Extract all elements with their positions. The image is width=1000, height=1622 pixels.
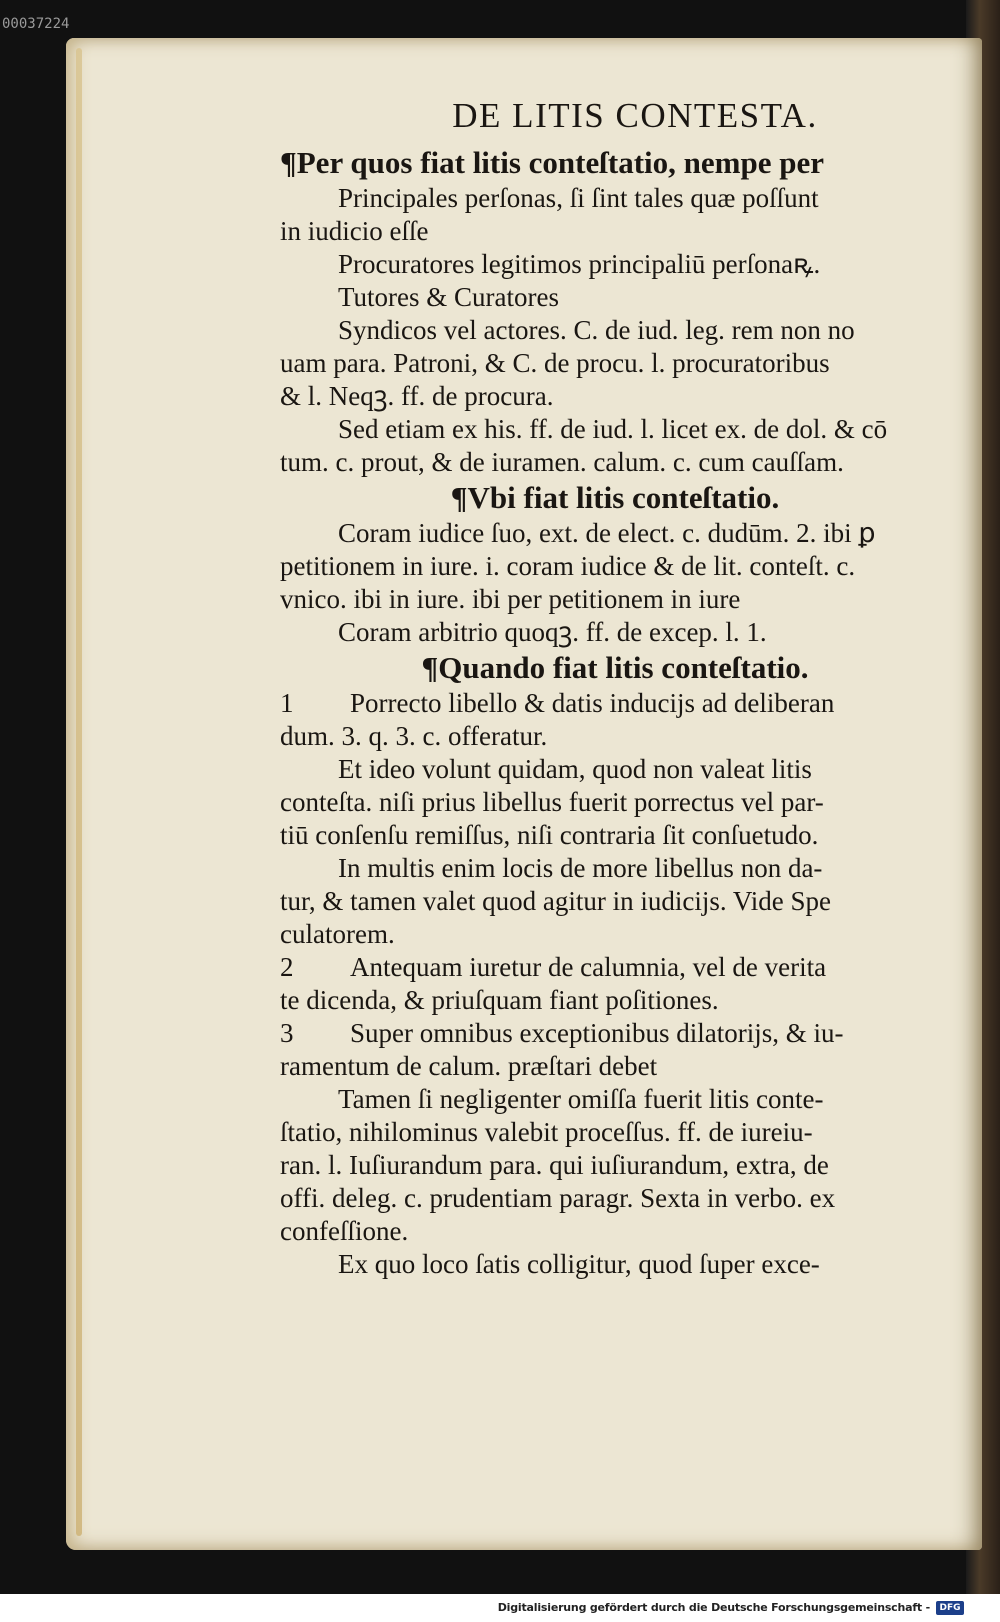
line-text: Coram iudice ſuo, ext. de elect. c. dudūm. 2. ibi ꝑ [338, 518, 876, 548]
line-text: dum. 3. q. 3. c. offeratur. [280, 721, 548, 751]
scan-id: 00037224 [2, 16, 70, 32]
line-text: vnico. ibi in iure. ibi per petitionem in iure [280, 584, 741, 614]
text-line [280, 347, 950, 380]
line-text: In multis enim locis de more libellus non da- [338, 853, 823, 883]
pilcrow-mark: ¶ [280, 145, 297, 180]
text-line [280, 885, 950, 918]
text-line [280, 852, 950, 885]
pilcrow-mark: ¶ [421, 650, 439, 685]
text-line [280, 918, 950, 951]
line-text: Coram arbitrio quoqꝫ. ff. de excep. l. 1. [338, 617, 767, 647]
line-text: Syndicos vel actores. C. de iud. leg. rem non no [338, 315, 855, 345]
text-line [280, 1050, 950, 1083]
text-line [280, 1248, 950, 1281]
line-text: in iudicio eſſe [280, 216, 429, 246]
line-text: confeſſione. [280, 1216, 409, 1246]
text-line [280, 215, 950, 248]
line-text: Et ideo volunt quidam, quod non valeat litis [338, 754, 812, 784]
text-line [280, 446, 950, 479]
line-text: petitionem in iure. i. coram iudice & de lit. conteſt. c. [280, 551, 856, 581]
text-line [280, 984, 950, 1017]
text-line [280, 720, 950, 753]
line-text: Sed etiam ex his. ff. de iud. l. licet ex. de dol. & cō [338, 414, 888, 444]
section-heading [280, 649, 950, 687]
line-text: ramentum de calum. præſtari debet [280, 1051, 658, 1081]
text-line [280, 314, 950, 347]
line-text: ran. l. Iuſiurandum para. qui iuſiurandum, extra, de [280, 1150, 829, 1180]
line-text: Per quos fiat litis conteſtatio, nempe per [296, 145, 824, 180]
text-line [280, 786, 950, 819]
text-line [280, 517, 950, 550]
text-line [280, 550, 950, 583]
line-text: Tutores & Curatores [338, 282, 559, 312]
text-line [280, 1017, 950, 1050]
section-heading [280, 144, 950, 182]
text-line [280, 413, 950, 446]
line-text: Antequam iuretur de calumnia, vel de verita [350, 952, 827, 982]
running-head: DE LITIS CONTESTA. [452, 96, 818, 135]
marginal-number: 3 [280, 1018, 294, 1048]
line-text: Porrecto libello & datis inducijs ad deliberan [350, 688, 835, 718]
text-line [280, 380, 950, 413]
text-line [280, 281, 950, 314]
line-text: offi. deleg. c. prudentiam paragr. Sexta in verbo. ex [280, 1183, 836, 1213]
text-line [280, 753, 950, 786]
text-line [280, 951, 950, 984]
line-text: conteſta. niſi prius libellus fuerit porrectus vel par- [280, 787, 824, 817]
section-heading [280, 479, 950, 517]
text-line [280, 687, 950, 720]
marginal-number: 1 [280, 688, 294, 718]
text-line [280, 819, 950, 852]
line-text: te dicenda, & priuſquam fiant poſitiones. [280, 985, 719, 1015]
text-line [280, 182, 950, 215]
line-text: tur, & tamen valet quod agitur in iudicijs. Vide Spe [280, 886, 831, 916]
pilcrow-mark: ¶ [450, 480, 468, 515]
line-text: Ex quo loco ſatis colligitur, quod ſuper exce- [338, 1249, 820, 1279]
page-text [280, 96, 950, 1281]
line-text: Procuratores legitimos principaliū perſonaꝶ. [338, 249, 821, 279]
text-line [280, 1182, 950, 1215]
text-line [280, 583, 950, 616]
line-text: Vbi fiat litis conteſtatio. [467, 480, 780, 515]
line-text: tiū conſenſu remiſſus, niſi contraria ſit conſuetudo. [280, 820, 819, 850]
line-text: Tamen ſi negligenter omiſſa fuerit litis conte- [338, 1084, 824, 1114]
text-line [280, 1215, 950, 1248]
line-text: Super omnibus exceptionibus dilatorijs, & iu- [350, 1018, 844, 1048]
line-text: & l. Neqꝫ. ff. de procura. [280, 381, 554, 411]
text-line [280, 616, 950, 649]
line-text: uam para. Patroni, & C. de procu. l. procuratoribus [280, 348, 830, 378]
text-line [280, 1083, 950, 1116]
text-line [280, 1149, 950, 1182]
line-text: ſtatio, nihilominus valebit proceſſus. ff. de iureiu- [280, 1117, 813, 1147]
line-text: Quando fiat litis conteſtatio. [438, 650, 809, 685]
line-text: tum. c. prout, & de iuramen. calum. c. cum cauſſam. [280, 447, 844, 477]
line-text: culatorem. [280, 919, 395, 949]
dfg-logo: DFG [936, 1601, 964, 1615]
line-text: Principales perſonas, ſi ſint tales quæ poſſunt [338, 183, 819, 213]
text-line [280, 1116, 950, 1149]
marginal-number: 2 [280, 952, 294, 982]
footer-credit: Digitalisierung gefördert durch die Deutsche Forschungsgemeinschaft - [497, 1601, 930, 1614]
text-line [280, 248, 950, 281]
